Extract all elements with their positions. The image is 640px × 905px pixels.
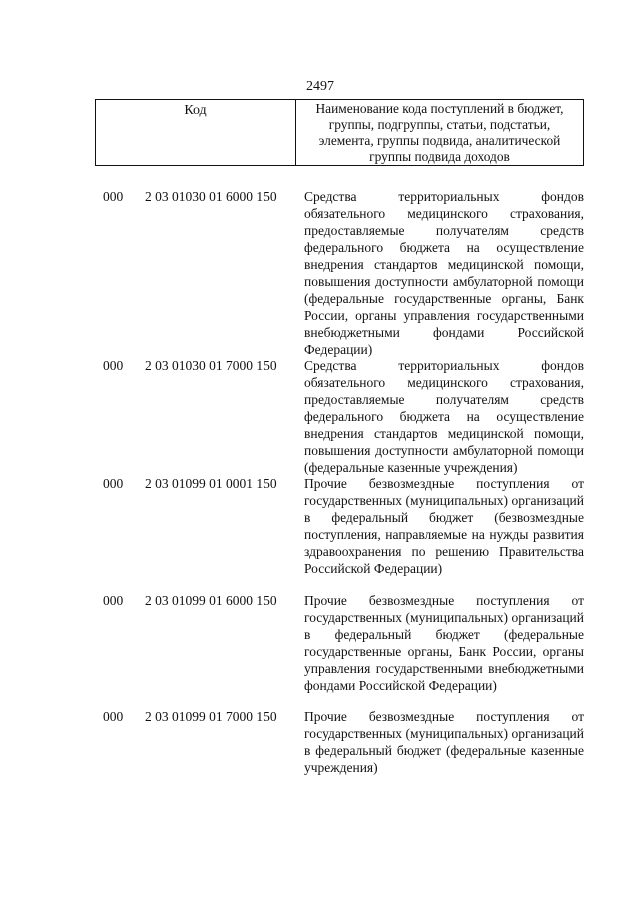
- revenue-description: Средства территориальных фондов обязательного медицинского страхования, предоставляемые получателям средств федерального бюджета на осуществление внедрения стандартов медицинской помощи, повышения доступности амбулаторной помощи (федеральные государственные органы, Банк России, органы управления государственными внебюджетными фондами Российской Федерации): [304, 189, 584, 357]
- admin-code: 000: [103, 358, 124, 373]
- revenue-code: 2 03 01030 01 6000 150: [145, 189, 277, 204]
- admin-code: 000: [103, 189, 124, 204]
- revenue-description: Прочие безвозмездные поступления от государственных (муниципальных) организаций в федеральный бюджет (безвозмездные поступления, направляемые на нужды развития здравоохранения по решению Правительства Российской Федерации): [304, 476, 584, 576]
- revenue-code: 2 03 01099 01 0001 150: [145, 476, 277, 491]
- revenue-description: Прочие безвозмездные поступления от государственных (муниципальных) организаций в федеральный бюджет (федеральные казенные учреждения): [304, 709, 584, 775]
- header-code-label: Код: [96, 100, 296, 165]
- revenue-code: 2 03 01099 01 6000 150: [145, 593, 277, 608]
- table-header: [95, 99, 584, 166]
- revenue-code: 2 03 01030 01 7000 150: [145, 358, 277, 373]
- revenue-code: 2 03 01099 01 7000 150: [145, 709, 277, 724]
- admin-code: 000: [103, 476, 124, 491]
- header-name-label: Наименование кода поступлений в бюджет, группы, подгруппы, статьи, подстатьи, элемента, группы подвида, аналитической группы подвида доходов: [315, 101, 564, 164]
- revenue-description: Прочие безвозмездные поступления от государственных (муниципальных) организаций в федеральный бюджет (федеральные государственные органы, Банк России, органы управления государственными внебюджетными фондами Российской Федерации): [304, 593, 584, 693]
- admin-code: 000: [103, 593, 124, 608]
- page-number: 2497: [306, 79, 334, 94]
- revenue-description: Средства территориальных фондов обязательного медицинского страхования, предоставляемые получателям средств федерального бюджета на осуществление внедрения стандартов медицинской помощи, повышения доступности амбулаторной помощи (федеральные казенные учреждения): [304, 358, 584, 475]
- admin-code: 000: [103, 709, 124, 724]
